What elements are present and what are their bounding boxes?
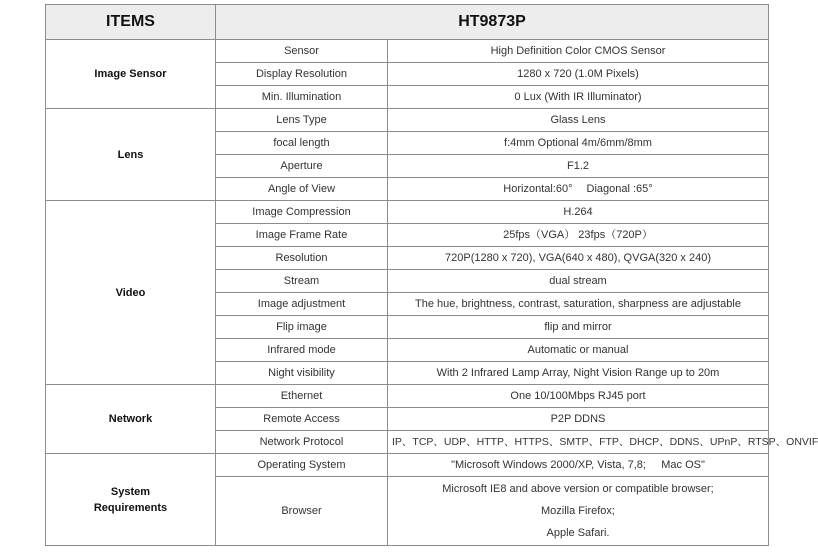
item-value (388, 178, 769, 201)
angle-horizontal: Horizontal:60° (503, 183, 573, 195)
angle-diagonal: Diagonal :65° (586, 183, 653, 195)
group-video: Video (46, 201, 216, 385)
item-label: Operating System (216, 454, 388, 477)
group-lens: Lens (46, 109, 216, 201)
item-label: Infrared mode (216, 339, 388, 362)
item-value: 0 Lux (With IR Illuminator) (388, 86, 769, 109)
item-label: Image adjustment (216, 293, 388, 316)
table-row (46, 454, 769, 477)
item-value: "Microsoft Windows 2000/XP, Vista, 7,8; Mac OS" (388, 454, 769, 477)
item-value: With 2 Infrared Lamp Array, Night Vision Range up to 20m (388, 362, 769, 385)
item-value: dual stream (388, 270, 769, 293)
header-row (46, 5, 769, 40)
item-value: High Definition Color CMOS Sensor (388, 40, 769, 63)
item-value: f:4mm Optional 4m/6mm/8mm (388, 132, 769, 155)
table-row (46, 201, 769, 224)
item-value: P2P DDNS (388, 408, 769, 431)
table-row (46, 109, 769, 132)
browser-line: Microsoft IE8 and above version or compatible browser; (442, 483, 714, 495)
item-label: focal length (216, 132, 388, 155)
item-label: Angle of View (216, 178, 388, 201)
item-label: Network Protocol (216, 431, 388, 454)
browser-line: Mozilla Firefox; (541, 505, 615, 517)
model-header: HT9873P (216, 5, 769, 40)
item-value: One 10/100Mbps RJ45 port (388, 385, 769, 408)
item-value: H.264 (388, 201, 769, 224)
item-value: flip and mirror (388, 316, 769, 339)
item-value: 720P(1280 x 720), VGA(640 x 480), QVGA(320 x 240) (388, 247, 769, 270)
item-value: Glass Lens (388, 109, 769, 132)
item-label: Remote Access (216, 408, 388, 431)
table-row (46, 40, 769, 63)
item-label: Ethernet (216, 385, 388, 408)
group-label-line: Requirements (93, 501, 168, 514)
group-system-requirements (46, 454, 216, 546)
item-label: Resolution (216, 247, 388, 270)
item-value (388, 477, 769, 546)
item-label: Sensor (216, 40, 388, 63)
group-network: Network (46, 385, 216, 454)
item-label: Aperture (216, 155, 388, 178)
item-value: F1.2 (388, 155, 769, 178)
item-label: Image Compression (216, 201, 388, 224)
spec-table (45, 4, 818, 546)
item-value: Automatic or manual (388, 339, 769, 362)
item-value: The hue, brightness, contrast, saturation, sharpness are adjustable (388, 293, 769, 316)
item-label: Stream (216, 270, 388, 293)
browser-line: Apple Safari. (546, 527, 610, 539)
item-label: Min. Illumination (216, 86, 388, 109)
item-label: Display Resolution (216, 63, 388, 86)
item-label: Browser (216, 477, 388, 546)
group-image-sensor: Image Sensor (46, 40, 216, 109)
item-value: IP、TCP、UDP、HTTP、HTTPS、SMTP、FTP、DHCP、DDNS、UPnP、RTSP、ONVIF (388, 431, 769, 454)
item-label: Flip image (216, 316, 388, 339)
table-row (46, 385, 769, 408)
items-header: ITEMS (46, 5, 216, 40)
item-label: Night visibility (216, 362, 388, 385)
item-value: 1280 x 720 (1.0M Pixels) (388, 63, 769, 86)
group-label-line: System (110, 485, 151, 498)
item-value: 25fps（VGA） 23fps（720P） (388, 224, 769, 247)
item-label: Lens Type (216, 109, 388, 132)
item-label: Image Frame Rate (216, 224, 388, 247)
